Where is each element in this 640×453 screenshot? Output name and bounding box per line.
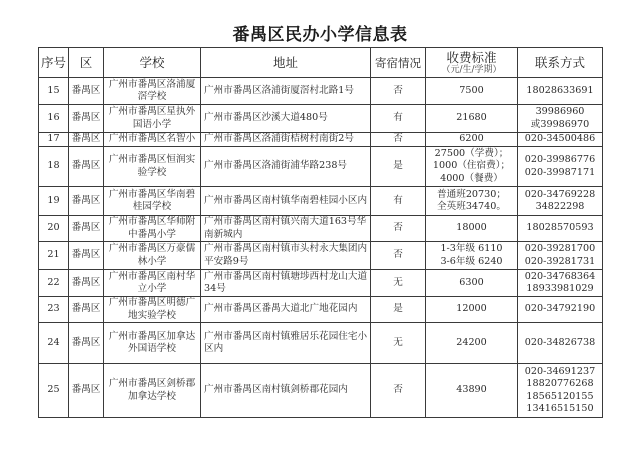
fee-line: 21680 <box>456 112 487 124</box>
header-seq: 序号 <box>39 48 69 78</box>
cell-boarding: 否 <box>371 364 426 418</box>
cell-district: 番禺区 <box>69 105 104 133</box>
contact-line: 020-34768364 <box>524 270 596 282</box>
cell-fee <box>426 270 518 297</box>
cell-seq: 25 <box>39 364 69 418</box>
cell-school: 广州市番禺区剑桥郡加拿达学校 <box>104 364 201 418</box>
contact-line: 020-34500486 <box>524 133 596 145</box>
cell-contact <box>518 297 603 323</box>
contact-line: 39986960 <box>535 106 585 117</box>
fee-line: 7500 <box>459 84 484 96</box>
page-title: 番禺区民办小学信息表 <box>232 25 408 45</box>
cell-contact <box>518 323 603 364</box>
cell-district: 番禺区 <box>69 78 104 105</box>
contact-line: 020-34691237 <box>524 365 596 377</box>
cell-seq: 18 <box>39 147 69 187</box>
cell-address: 广州市番禺区南村镇塘埗西村龙山大道34号 <box>201 270 371 297</box>
table-row <box>39 297 603 323</box>
cell-address: 广州市番禺区南村镇华南碧桂园小区内 <box>201 187 371 216</box>
cell-school: 广州市番禺区南村华立小学 <box>104 270 201 297</box>
cell-contact <box>518 270 603 297</box>
fee-line: 3-6年级 6240 <box>440 255 503 267</box>
fee-line: 6200 <box>459 133 484 145</box>
table-row <box>39 270 603 297</box>
cell-district: 番禺区 <box>69 364 104 418</box>
cell-fee <box>426 187 518 216</box>
cell-address: 广州市番禺区洛浦街桔树村南街2号 <box>201 133 371 147</box>
cell-contact <box>518 242 603 270</box>
fee-line: 1-3年级 6110 <box>440 243 503 254</box>
contact-line: 020-34792190 <box>524 303 596 315</box>
cell-school: 广州市番禺区加拿达外国语学校 <box>104 323 201 364</box>
cell-seq: 19 <box>39 187 69 216</box>
cell-district: 番禺区 <box>69 147 104 187</box>
contact-line: 18820776268 <box>526 378 594 389</box>
cell-seq: 21 <box>39 242 69 270</box>
cell-contact <box>518 133 603 147</box>
cell-address: 广州市番禺区南村镇兴南大道163号华南新城内 <box>201 216 371 242</box>
contact-line: 34822298 <box>535 201 585 212</box>
school-info-table <box>38 47 603 418</box>
cell-boarding: 有 <box>371 187 426 216</box>
fee-line: 全英班34740。 <box>437 201 506 212</box>
cell-fee <box>426 105 518 133</box>
contact-line: 或39986970 <box>530 118 590 130</box>
table-row <box>39 323 603 364</box>
contact-line: 020-39987171 <box>524 166 596 178</box>
cell-address: 广州市番禺区洛浦街浦华路238号 <box>201 147 371 187</box>
header-contact: 联系方式 <box>518 48 603 78</box>
fee-line: 4000（餐费） <box>440 172 503 184</box>
fee-line: 12000 <box>456 303 487 315</box>
contact-line: 18028633691 <box>526 84 594 96</box>
table-row <box>39 216 603 242</box>
contact-line: 020-34826738 <box>524 336 596 348</box>
cell-school: 广州市番禺区洛浦厦滘学校 <box>104 78 201 105</box>
cell-contact <box>518 78 603 105</box>
cell-seq: 23 <box>39 297 69 323</box>
header-school: 学校 <box>104 48 201 78</box>
cell-boarding: 是 <box>371 147 426 187</box>
cell-seq: 24 <box>39 323 69 364</box>
cell-boarding: 有 <box>371 105 426 133</box>
cell-seq: 17 <box>39 133 69 147</box>
cell-boarding: 否 <box>371 242 426 270</box>
cell-school: 广州市番禺区明德广地实验学校 <box>104 297 201 323</box>
cell-school: 广州市番禺区星执外国语小学 <box>104 105 201 133</box>
cell-fee <box>426 364 518 418</box>
contact-line: 13416515150 <box>526 403 594 414</box>
fee-line: 24200 <box>456 336 487 348</box>
contact-line: 020-39281700 <box>524 243 596 254</box>
contact-line: 18565120155 <box>526 390 594 402</box>
cell-fee <box>426 78 518 105</box>
cell-school: 广州市番禺区名智小 <box>104 133 201 147</box>
fee-line: 18000 <box>456 222 487 234</box>
contact-line: 020-34769228 <box>524 188 596 200</box>
header-district: 区 <box>69 48 104 78</box>
cell-fee <box>426 242 518 270</box>
cell-boarding: 否 <box>371 133 426 147</box>
table-row <box>39 242 603 270</box>
cell-address: 广州市番禺区南村镇雅居乐花园住宅小区内 <box>201 323 371 364</box>
cell-contact <box>518 216 603 242</box>
header-boarding: 寄宿情况 <box>371 48 426 78</box>
cell-contact <box>518 147 603 187</box>
cell-boarding: 无 <box>371 323 426 364</box>
cell-district: 番禺区 <box>69 187 104 216</box>
cell-district: 番禺区 <box>69 270 104 297</box>
header-address: 地址 <box>201 48 371 78</box>
contact-line: 020-39281731 <box>524 255 596 267</box>
contact-line: 18933981029 <box>526 283 594 294</box>
table-row <box>39 364 603 418</box>
fee-line: 43890 <box>456 384 487 396</box>
table-row <box>39 105 603 133</box>
cell-address: 广州市番禺区洛浦街厦滘村北路1号 <box>201 78 371 105</box>
table-row <box>39 147 603 187</box>
cell-address: 广州市番禺区番禺大道北广地花园内 <box>201 297 371 323</box>
cell-district: 番禺区 <box>69 216 104 242</box>
fee-line: 1000（住宿费）； <box>432 160 511 172</box>
cell-contact <box>518 364 603 418</box>
cell-school: 广州市番禺区万豪儒林小学 <box>104 242 201 270</box>
contact-line: 020-39986776 <box>524 154 596 165</box>
cell-seq: 22 <box>39 270 69 297</box>
table-row <box>39 133 603 147</box>
table-row <box>39 78 603 105</box>
cell-district: 番禺区 <box>69 133 104 147</box>
cell-contact <box>518 187 603 216</box>
cell-boarding: 否 <box>371 78 426 105</box>
cell-boarding: 是 <box>371 297 426 323</box>
cell-district: 番禺区 <box>69 242 104 270</box>
cell-fee <box>426 147 518 187</box>
header-fee-label: 收费标准 <box>446 49 497 65</box>
cell-fee <box>426 133 518 147</box>
header-fee <box>426 48 518 78</box>
cell-school: 广州市番禺区恒润实验学校 <box>104 147 201 187</box>
cell-school: 广州市番禺区华南碧桂园学校 <box>104 187 201 216</box>
cell-seq: 20 <box>39 216 69 242</box>
cell-district: 番禺区 <box>69 323 104 364</box>
cell-fee <box>426 216 518 242</box>
table-row <box>39 187 603 216</box>
cell-seq: 16 <box>39 105 69 133</box>
fee-line: 普通班20730； <box>437 188 506 200</box>
cell-fee <box>426 297 518 323</box>
header-row <box>39 48 603 78</box>
cell-district: 番禺区 <box>69 297 104 323</box>
cell-seq: 15 <box>39 78 69 105</box>
fee-line: 6300 <box>459 276 484 288</box>
cell-address: 广州市番禺区南村镇剑桥郡花园内 <box>201 364 371 418</box>
cell-address: 广州市番禺区沙溪大道480号 <box>201 105 371 133</box>
header-fee-unit: （元/生/学期） <box>441 64 502 75</box>
table-body <box>39 78 603 418</box>
fee-line: 27500（学费）； <box>434 147 509 159</box>
cell-boarding: 无 <box>371 270 426 297</box>
cell-boarding: 否 <box>371 216 426 242</box>
cell-address: 广州市番禺区南村镇市头村永大集团内平安路9号 <box>201 242 371 270</box>
cell-contact <box>518 105 603 133</box>
contact-line: 18028570593 <box>526 222 594 234</box>
cell-school: 广州市番禺区华师附中番禺小学 <box>104 216 201 242</box>
cell-fee <box>426 323 518 364</box>
